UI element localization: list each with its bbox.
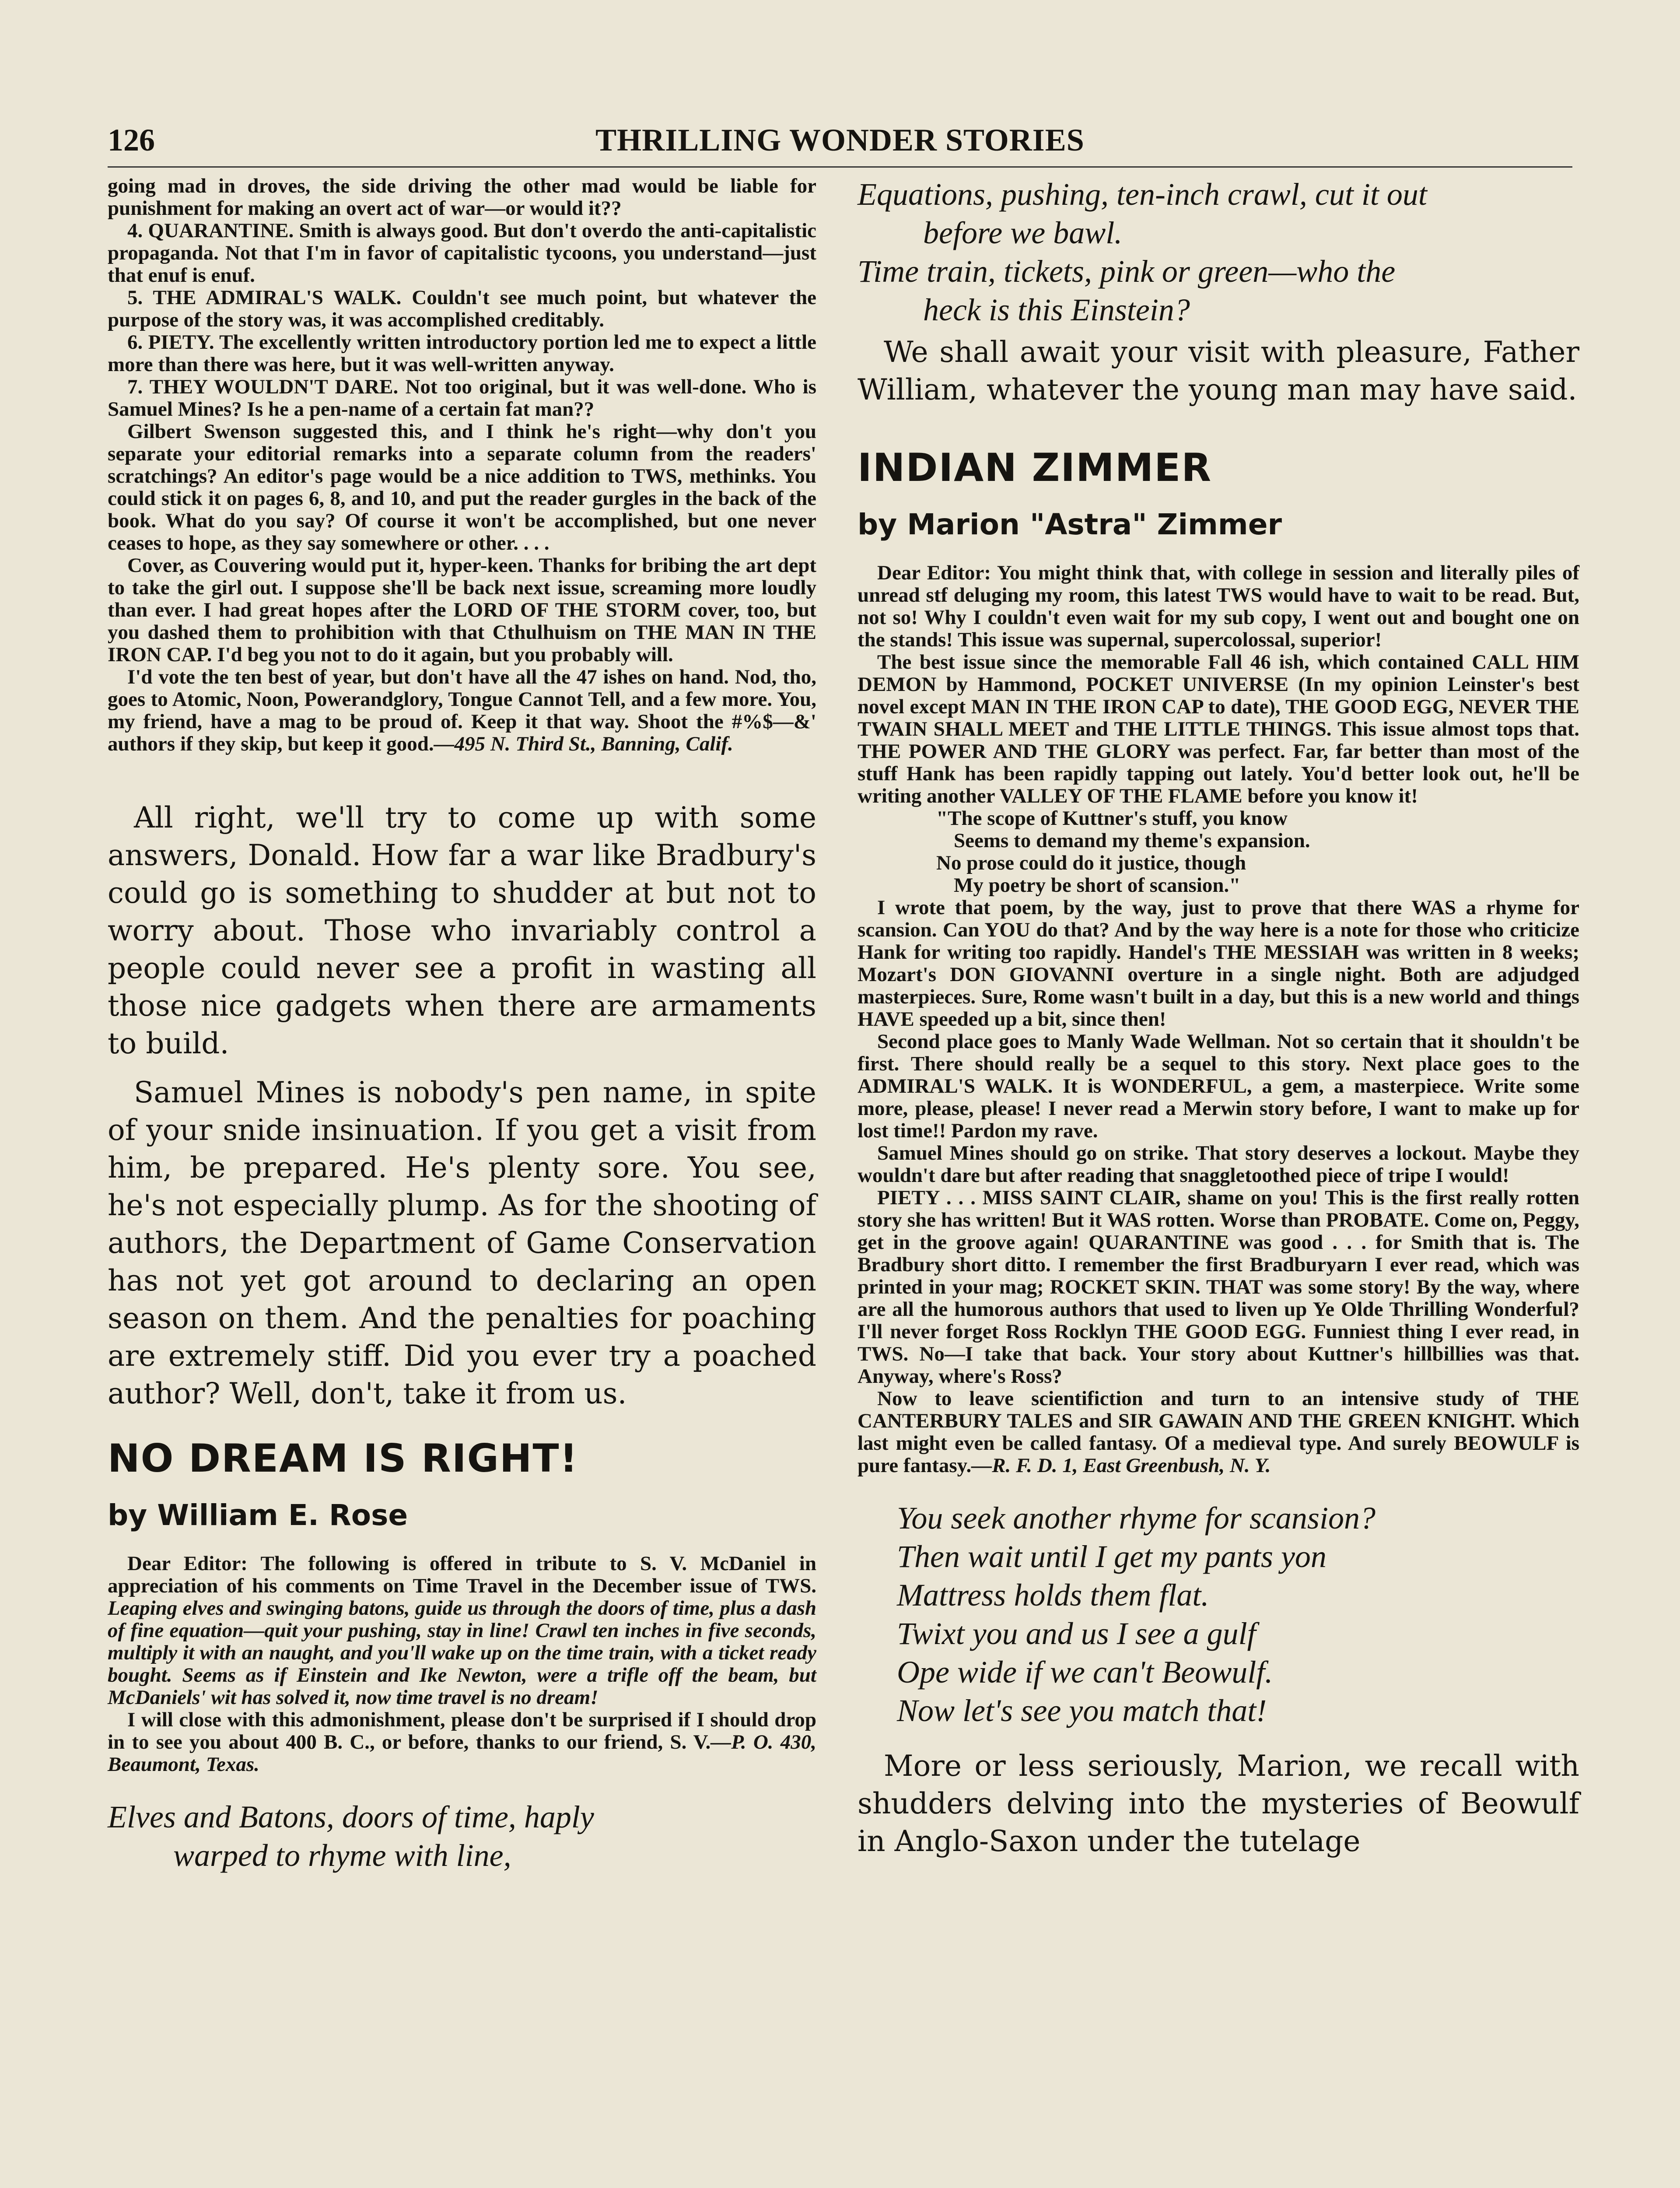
letter-text: I'd vote the ten best of year, but don't have all the 47 ishes on hand. Nod, tho, goes to Atomic, Noon, Powerandglory, Tongue Cannot Tell, and a few more. You, my friend, have a mag to be proud of. Keep it that way. Shoot the #%$—&' authors if they skip, but keep it good. [108, 666, 816, 755]
letter-paragraph [108, 1553, 816, 1709]
poem-line: "The scope of Kuttner's stuff, you know [936, 807, 1288, 830]
editor-reply [108, 799, 816, 1413]
page-number: 126 [108, 123, 155, 158]
poem-line: Seems to demand my theme's expansion. [954, 829, 1310, 852]
letter-byline: by William E. Rose [108, 1498, 408, 1532]
reply-paragraph: More or less seriously, Marion, we recall with shudders delving into the mysteries of Beowulf in Anglo-Saxon under the tutelage [858, 1749, 1579, 1858]
left-column [108, 175, 816, 1875]
poem-line: before we bawl. [923, 215, 1123, 250]
letter-paragraph: going mad in droves, the side driving the other mad would be liable for punishment for making an overt act of war—or would it?? [108, 175, 816, 220]
poem-line: You seek another rhyme for scansion? [897, 1501, 1376, 1536]
letter-paragraph: 7. THEY WOULDN'T DARE. Not too original, but it was well-done. Who is Samuel Mines? Is he a pen-name of a certain fat man?? [108, 375, 816, 421]
letter-paragraph: Gilbert Swenson suggested this, and I think he's right—why don't you separate your editorial remarks into a separate column from the readers' scratchings? An editor's page would be a nice addition to TWS, methinks. You could stick it on pages 6, 8, and 10, and put the reader gurgles in the back of the book. What do you say? Of course it won't be accomplished, but one never ceases to hope, as they say somewhere or other. . . . [108, 420, 816, 554]
poem-line: Equations, pushing, ten-inch crawl, cut it out [858, 177, 1427, 212]
poem-line: warped to rhyme with line, [173, 1838, 511, 1873]
letter-continued [108, 175, 816, 755]
poem-line: Mattress holds them flat. [897, 1578, 1209, 1613]
page-header [108, 118, 1572, 168]
letter-text: Now to leave scientifiction and turn to an intensive study of THE CANTERBURY TALES and SIR GAWAIN AND THE GREEN KNIGHT. Which last might even be called fantasy. Of a medieval type. And surely BEOWULF is pure fantasy. [858, 1387, 1579, 1477]
letter-paragraph: 6. PIETY. The excellently written introductory portion led me to expect a little more than there was here, but it was well-written anyway. [108, 331, 816, 376]
poem-line: No prose could do it justice, though [936, 852, 1246, 874]
letter-signature: —P. O. 430, Beaumont, Texas. [108, 1731, 816, 1776]
editor-poem-continued [858, 175, 1579, 329]
letter-paragraph: Dear Editor: You might think that, with college in session and literally piles of unread stf deluging my room, this latest TWS would have to wait to be read. But, not so! Why I couldn't even wait for my sub copy, I went out and bought one on the stands! This issue was supernal, supercolossal, superior! [858, 561, 1579, 651]
letter-signature: —495 N. Third St., Banning, Calif. [434, 733, 733, 755]
reply-paragraph: We shall await your visit with pleasure, Father William, whatever the young man may have said. [858, 335, 1579, 407]
letter-signature: —R. F. D. 1, East Greenbush, N. Y. [971, 1454, 1271, 1477]
letter-heading: INDIAN ZIMMER [858, 445, 1212, 490]
poem-line: Then wait until I get my pants yon [897, 1539, 1326, 1574]
letter-paragraph: 5. THE ADMIRAL'S WALK. Couldn't see much point, but whatever the purpose of the story was, it was accomplished creditably. [108, 286, 816, 331]
editor-reply [858, 333, 1579, 409]
letter-text: I will close with this admonishment, please don't be surprised if I should drop in to see you about 400 B. C., or before, thanks to our friend, S. V. [108, 1708, 816, 1753]
reply-paragraph: All right, we'll try to come up with some answers, Donald. How far a war like Bradbury's could go is something to shudder at but not to worry about. Those who invariably control a people could never see a profit in wasting all those nice gadgets when there are armaments to build. [108, 801, 816, 1060]
letter-paragraph: The best issue since the memorable Fall 46 ish, which contained CALL HIM DEMON by Hammond, POCKET UNIVERSE (In my opinion Leinster's best novel except MAN IN THE IRON CAP to date), THE GOOD EGG, NEVER THE TWAIN SHALL MEET and THE LITTLE THINGS. This issue almost tops that. THE POWER AND THE GLORY was perfect. Far, far better than most of the stuff Hank has been rapidly tapping out lately. You'd better look out, he'll be writing another VALLEY OF THE FLAME before you know it! [858, 651, 1579, 807]
letter-paragraph [108, 1709, 816, 1776]
right-column [858, 175, 1579, 1872]
magazine-title: THRILLING WONDER STORIES [595, 123, 1085, 158]
poem-line: Now let's see you match that! [897, 1693, 1267, 1728]
letter-byline: by Marion "Astra" Zimmer [858, 508, 1282, 541]
letter-paragraph: PIETY . . . MISS SAINT CLAIR, shame on you! This is the first really rotten story she has written! But it WAS rotten. Worse than PROBATE. Come on, Peggy, get in the groove again! QUARANTINE was good . . . for Smith that is. The Bradbury short ditto. I remember the first Bradburyarn I ever read, which was printed in your mag; ROCKET SKIN. THAT was some story! By the way, where are all the humorous authors that used to liven up Ye Olde Thrilling Wonderful? I'll never forget Ross Rocklyn THE GOOD EGG. Funniest thing I ever read, in TWS. No—I take that back. Your story about Kuttner's hillbillies was that. Anyway, where's Ross? [858, 1186, 1579, 1388]
poem-line: heck is this Einstein? [923, 292, 1190, 327]
letter-paragraph: 4. QUARANTINE. Smith is always good. But don't overdo the anti-capitalistic propaganda. Not that I'm in favor of capitalistic tycoons, you understand—just that enuf is enuf. [108, 219, 816, 287]
letter-verse: Leaping elves and swinging batons, guide us through the doors of time, plus a dash of fine equation—quit your pushing, stay in line! Crawl ten inches in five seconds, multiply it with an naught, and you'll wake up on the time train, with a ticket ready bought. Seems as if Einstein and Ike Newton, were a trifle off the beam, but McDaniels' wit has solved it, now time travel is no dream! [108, 1597, 816, 1709]
letter-paragraph [108, 666, 816, 755]
letter-heading: NO DREAM IS RIGHT! [108, 1436, 578, 1481]
letter-paragraph: Second place goes to Manly Wade Wellman. Not so certain that it shouldn't be first. There should really be a sequel to this story. Next place goes to the ADMIRAL'S WALK. It is WONDERFUL, a gem, a masterpiece. Write some more, please, please! I never read a Merwin story before, I want to make up for lost time!! Pardon my rave. [858, 1030, 1579, 1142]
letter-paragraph: Cover, as Couvering would put it, hyper-keen. Thanks for bribing the art dept to take the girl out. I suppose she'll be back next issue, screaming more loudly than ever. I had great hopes after the LORD OF THE STORM cover, too, but you dashed them to prohibition with that Cthulhuism on THE MAN IN THE IRON CAP. I'd beg you not to do it again, but you probably will. [108, 554, 816, 666]
poem-line: My poetry be short of scansion." [954, 874, 1241, 897]
poem-line: Twixt you and us I see a gulf [897, 1616, 1256, 1651]
poem-line: Ope wide if we can't Beowulf. [897, 1655, 1273, 1690]
poem-line: Time train, tickets, pink or green—who the [858, 254, 1396, 289]
letter-paragraph: Samuel Mines should go on strike. That story deserves a lockout. Maybe they wouldn't dare but after reading that snaggletoothed piece of tripe I would! [858, 1142, 1579, 1187]
reply-paragraph: Samuel Mines is nobody's pen name, in spite of your snide insinuation. If you get a visit from him, be prepared. He's plenty sore. You see, he's not especially plump. As for the shooting of authors, the Department of Game Conservation has not yet got around to declaring an open season on them. And the penalties for poaching are extremely stiff. Did you ever try a poached author? Well, don't, take it from us. [108, 1076, 816, 1410]
letter-inner-poem [936, 807, 1579, 897]
poem-line: Elves and Batons, doors of time, haply [108, 1799, 594, 1834]
editor-reply [858, 1747, 1579, 1860]
editor-poem [858, 1499, 1579, 1730]
editor-poem [108, 1798, 816, 1875]
letter-rose [108, 1553, 816, 1776]
letter-text: Dear Editor: The following is offered in tribute to S. V. McDaniel in appreciation of his comments on Time Travel in the December issue of TWS. [108, 1552, 816, 1597]
letter-paragraph: I wrote that poem, by the way, just to prove that there WAS a rhyme for scansion. Can YOU do that? And by the way here is a note for those who criticize Hank for writing too rapidly. Handel's THE MESSIAH was written in 8 weeks; Mozart's DON GIOVANNI overture in a single night. Both are adjudged masterpieces. Sure, Rome wasn't built in a day, but this is a new world and things HAVE speeded up a bit, since then! [858, 896, 1579, 1031]
letter-paragraph [858, 1388, 1579, 1477]
letter-zimmer [858, 562, 1579, 1477]
